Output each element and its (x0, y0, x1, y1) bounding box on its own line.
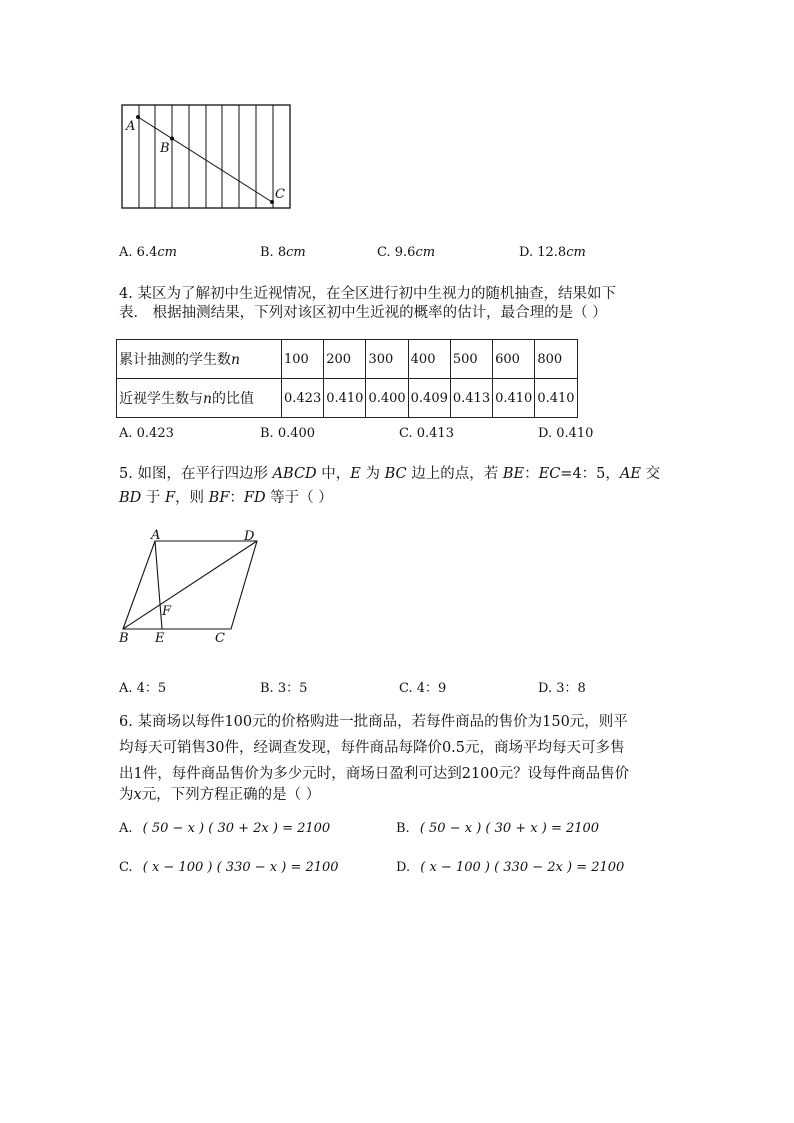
row-header: 近视学生数与n的比值 (117, 379, 282, 418)
q6-stem-line4: 为x元，下列方程正确的是（ ） (119, 787, 321, 803)
label-c: C (215, 631, 225, 646)
segment-ae (155, 541, 162, 629)
q3-option-d[interactable]: D. 12.8cm (519, 245, 586, 260)
q4-option-a[interactable]: A. 0.423 (119, 426, 174, 441)
q6-stem-line2: 均每天可销售30件，经调查发现，每件商品每降价0.5元，商场平均每天可多售 (119, 740, 625, 756)
q5-option-b[interactable]: B. 3：5 (260, 681, 308, 696)
table-cell: 600 (493, 340, 535, 379)
table-cell: 0.409 (408, 379, 450, 418)
q3-option-a[interactable]: A. 6.4cm (119, 245, 177, 260)
table-row (117, 340, 578, 379)
label-b: B (160, 141, 170, 156)
label-c: C (275, 187, 285, 202)
table-cell: 300 (366, 340, 408, 379)
q3-option-b[interactable]: B. 8cm (260, 245, 306, 260)
q5-option-a[interactable]: A. 4：5 (119, 681, 167, 696)
point-a (136, 115, 140, 119)
q4-stem-line2: 表． 根据抽测结果，下列对该区初中生近视的概率的估计，最合理的是（ ） (119, 305, 607, 321)
table-cell: 0.413 (450, 379, 492, 418)
segment-bd (123, 541, 257, 629)
label-a: A (151, 528, 161, 543)
q4-option-d[interactable]: D. 0.410 (538, 426, 594, 441)
label-e: E (155, 631, 165, 646)
q3-figure (110, 95, 300, 215)
label-d: D (244, 529, 255, 544)
point-c (270, 200, 274, 204)
q6-option-d[interactable]: D. ( x − 100 ) ( 330 − 2x ) = 2100 (396, 860, 625, 875)
q4-stem-line1: 4. 某区为了解初中生近视情况，在全区进行初中生视力的随机抽查，结果如下 (119, 286, 616, 302)
table-cell: 0.400 (366, 379, 408, 418)
q6-option-c[interactable]: C. ( x − 100 ) ( 330 − x ) = 2100 (119, 860, 339, 875)
label-b: B (119, 631, 129, 646)
table-cell: 0.410 (324, 379, 366, 418)
q5-stem-line2: BD 于 F，则 BF：FD 等于（ ） (119, 490, 333, 506)
ruled-lines (122, 105, 290, 208)
segment-ac (138, 117, 272, 202)
q5-option-c[interactable]: C. 4：9 (399, 681, 447, 696)
q4-option-c[interactable]: C. 0.413 (399, 426, 454, 441)
table-cell: 800 (535, 340, 577, 379)
row-header: 累计抽测的学生数n (117, 340, 282, 379)
q6-option-a[interactable]: A. ( 50 − x ) ( 30 + 2x ) = 2100 (119, 821, 331, 836)
q4-option-b[interactable]: B. 0.400 (260, 426, 316, 441)
q3-option-c[interactable]: C. 9.6cm (377, 245, 436, 260)
table-cell: 0.423 (282, 379, 324, 418)
q6-option-b[interactable]: B. ( 50 − x ) ( 30 + x ) = 2100 (396, 821, 600, 836)
table-cell: 0.410 (493, 379, 535, 418)
q5-option-d[interactable]: D. 3：8 (538, 681, 586, 696)
table-cell: 400 (408, 340, 450, 379)
q6-stem-line1: 6. 某商场以每件100元的价格购进一批商品，若每件商品的售价为150元，则平 (119, 714, 628, 730)
q5-stem-line1: 5. 如图，在平行四边形 ABCD 中，E 为 BC 边上的点，若 BE：EC=4：5，AE 交 (119, 466, 661, 482)
label-a: A (126, 119, 136, 134)
table-cell: 100 (282, 340, 324, 379)
q4-data-table (116, 339, 578, 418)
table-cell: 200 (324, 340, 366, 379)
label-f: F (162, 604, 172, 619)
table-cell: 500 (450, 340, 492, 379)
q6-stem-line3: 出1件，每件商品售价为多少元时，商场日盈利可达到2100元？设每件商品售价 (119, 766, 630, 782)
q5-parallelogram-figure (110, 528, 280, 650)
point-b (170, 137, 174, 141)
table-cell: 0.410 (535, 379, 577, 418)
table-row (117, 379, 578, 418)
